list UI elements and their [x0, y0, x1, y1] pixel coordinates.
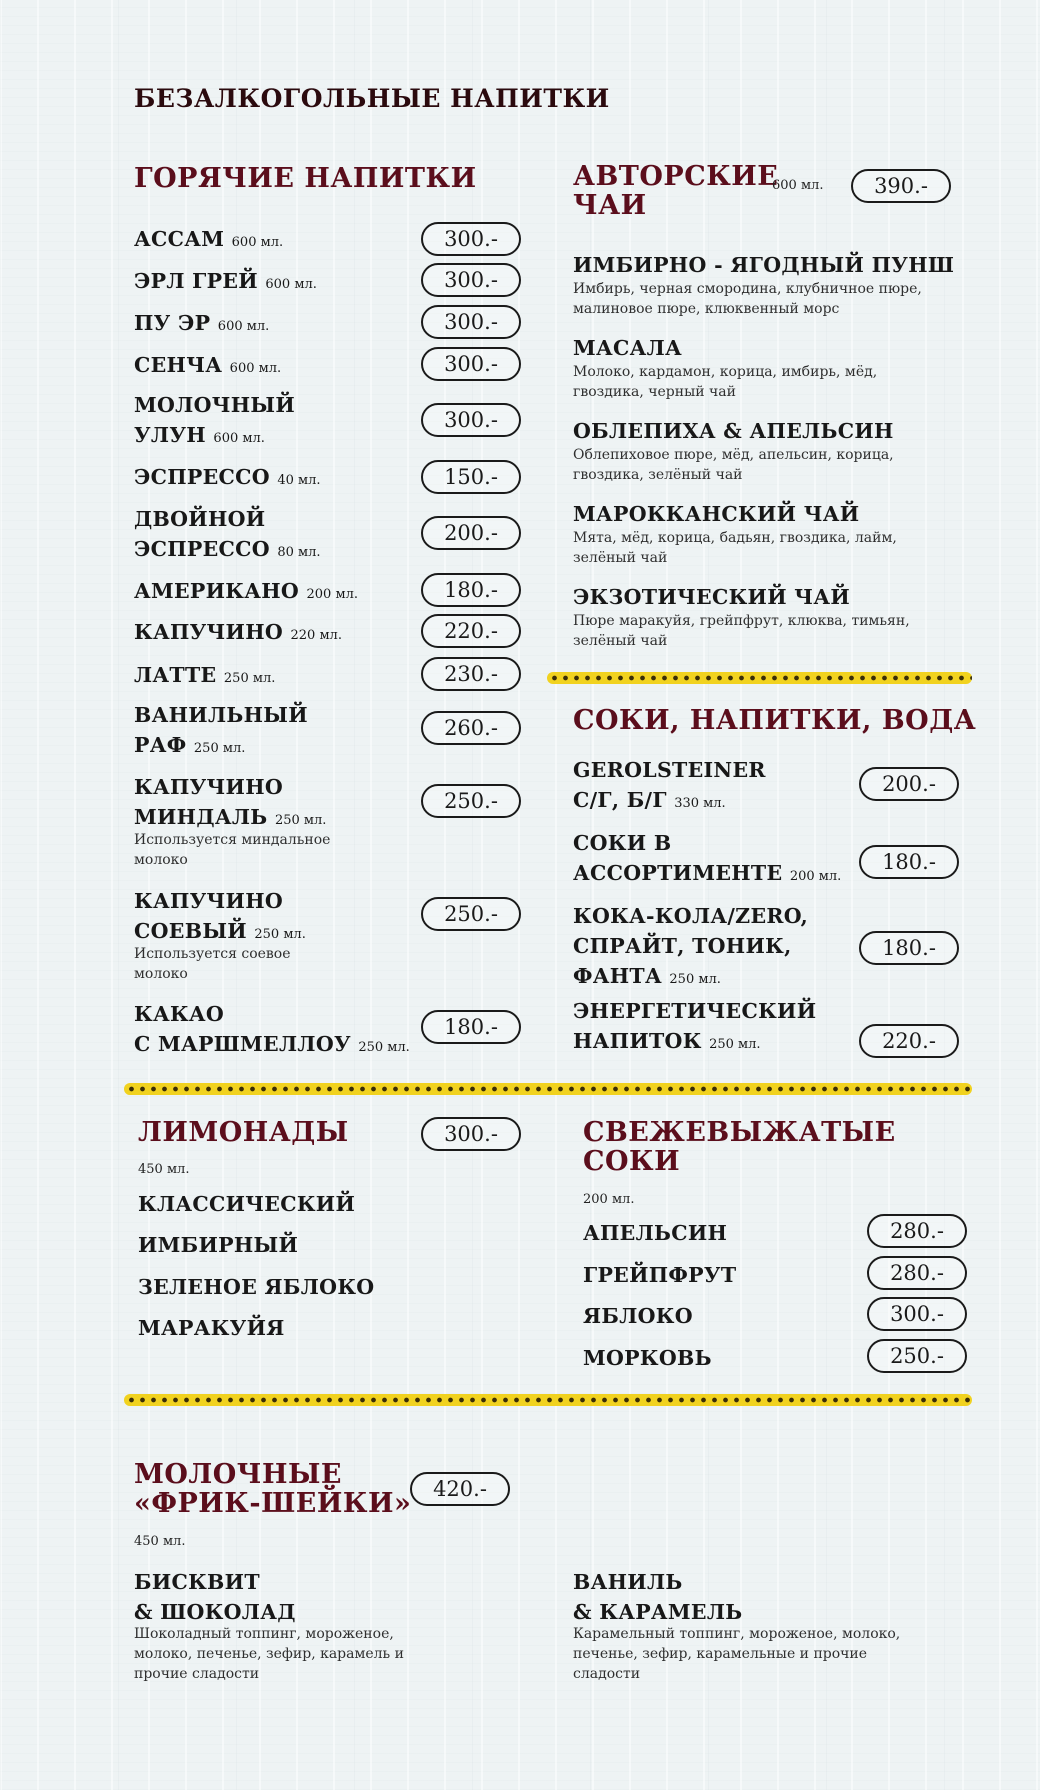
price-tag: 300.- — [421, 403, 521, 437]
price-tag: 420.- — [410, 1472, 510, 1506]
tea-item-moroccan: МАРОККАНСКИЙ ЧАЙ — [573, 502, 860, 526]
drink-item-gerolsteiner — [573, 755, 766, 819]
tea-item-ginger-berry-punch: ИМБИРНО - ЯГОДНЫЙ ПУНШ — [573, 253, 955, 277]
dotted-divider — [124, 1394, 972, 1406]
item-name: КАПУЧИНО — [134, 889, 284, 913]
item-volume: 600 мл. — [213, 431, 265, 446]
item-description: Молоко, кардамон, корица, имбирь, мёд, гвоздика, черный чай — [573, 364, 878, 400]
price-tag: 300.- — [421, 347, 521, 381]
item-volume: 40 мл. — [277, 473, 321, 488]
price-tag: 280.- — [867, 1256, 967, 1290]
price-tag: 300.- — [867, 1297, 967, 1331]
price-tag: 390.- — [851, 169, 951, 203]
drink-item-energy — [573, 996, 816, 1060]
price-tag: 180.- — [421, 1010, 521, 1044]
fresh-item-orange: АПЕЛЬСИН — [583, 1221, 728, 1245]
lemonade-item-ginger: ИМБИРНЫЙ — [138, 1233, 299, 1257]
lemonade-item-green-apple: ЗЕЛЕНОЕ ЯБЛОКО — [138, 1275, 375, 1299]
item-name: СЕНЧА — [134, 353, 223, 377]
price-tag: 260.- — [421, 711, 521, 745]
item-name: БИСКВИТ — [134, 1570, 260, 1594]
dotted-divider — [547, 672, 972, 684]
item-name: КАПУЧИНО — [134, 775, 284, 799]
item-name: ЭРЛ ГРЕЙ — [134, 269, 258, 293]
item-volume: 600 мл. — [229, 361, 282, 376]
lemonade-item-classic: КЛАССИЧЕСКИЙ — [138, 1192, 356, 1216]
item-name: ЭНЕРГЕТИЧЕСКИЙ — [573, 999, 817, 1023]
menu-item-double-espresso — [134, 504, 321, 568]
section-volume: 450 мл. — [134, 1534, 186, 1549]
menu-item-cocoa-marshmallow — [134, 999, 410, 1063]
item-name: АССАМ — [134, 227, 225, 251]
item-volume: 600 мл. — [265, 277, 317, 292]
price-tag: 220.- — [859, 1024, 959, 1058]
drink-item-sodas — [573, 901, 808, 995]
item-volume: 250 мл. — [274, 813, 327, 828]
item-name-line2: СОЕВЫЙ — [134, 919, 247, 943]
dotted-divider — [124, 1083, 972, 1095]
section-volume: 200 мл. — [583, 1192, 635, 1207]
fresh-item-grapefruit: ГРЕЙПФРУТ — [583, 1263, 737, 1287]
item-description: Используется миндальное молоко — [134, 832, 331, 868]
tea-item-exotic: ЭКЗОТИЧЕСКИЙ ЧАЙ — [573, 585, 850, 609]
item-name-line2: СПРАЙТ, ТОНИК, — [573, 934, 792, 958]
item-name-line2: ЭСПРЕССО — [134, 537, 270, 561]
menu-item-cappuccino — [134, 617, 342, 651]
item-volume: 600 мл. — [217, 319, 270, 334]
hot-drinks-heading: ГОРЯЧИЕ НАПИТКИ — [134, 163, 477, 194]
author-teas-heading: АВТОРСКИЕ ЧАИ — [573, 161, 779, 221]
menu-item-milk-oolong — [134, 390, 295, 454]
menu-item-americano — [134, 576, 358, 610]
item-name-line2: РАФ — [134, 733, 187, 757]
item-volume: 250 мл. — [193, 741, 246, 756]
price-tag: 180.- — [859, 931, 959, 965]
item-volume: 200 мл. — [789, 869, 842, 884]
item-name-line2: С МАРШМЕЛЛОУ — [134, 1032, 351, 1056]
price-tag: 150.- — [421, 460, 521, 494]
item-name: ЛАТТЕ — [134, 663, 217, 687]
item-name: КОКА-КОЛА/ZERO, — [573, 904, 809, 928]
tea-item-masala: МАСАЛА — [573, 336, 683, 360]
menu-item-puer — [134, 308, 269, 342]
item-volume: 200 мл. — [306, 587, 358, 602]
item-name: СОКИ В — [573, 831, 672, 855]
section-volume: 600 мл. — [772, 178, 824, 193]
tea-item-sea-buckthorn-orange: ОБЛЕПИХА & АПЕЛЬСИН — [573, 419, 894, 443]
price-tag: 180.- — [859, 845, 959, 879]
item-name-line3: ФАНТА — [573, 964, 662, 988]
item-volume: 250 мл. — [223, 671, 276, 686]
item-name: КАПУЧИНО — [134, 620, 284, 644]
item-name: МОЛОЧНЫЙ — [134, 393, 296, 417]
item-name: ПУ ЭР — [134, 311, 211, 335]
price-tag: 300.- — [421, 263, 521, 297]
price-tag: 300.- — [421, 1117, 521, 1151]
shake-item-vanilla-caramel — [573, 1567, 742, 1627]
menu-item-cappuccino-soy — [134, 886, 306, 950]
menu-item-sencha — [134, 350, 281, 384]
item-volume: 600 мл. — [231, 235, 284, 250]
price-tag: 300.- — [421, 222, 521, 256]
price-tag: 250.- — [421, 784, 521, 818]
price-tag: 280.- — [867, 1214, 967, 1248]
item-name-line2: & ШОКОЛАД — [134, 1600, 296, 1624]
fresh-item-carrot: МОРКОВЬ — [583, 1346, 712, 1370]
price-tag: 300.- — [421, 305, 521, 339]
item-volume: 220 мл. — [290, 628, 342, 643]
juices-heading: СОКИ, НАПИТКИ, ВОДА — [573, 705, 977, 736]
item-name: АМЕРИКАНО — [134, 579, 300, 603]
item-name-line2: УЛУН — [134, 423, 206, 447]
price-tag: 250.- — [421, 897, 521, 931]
milkshakes-heading: МОЛОЧНЫЕ «ФРИК-ШЕЙКИ» — [134, 1459, 412, 1519]
item-name-line2: МИНДАЛЬ — [134, 805, 268, 829]
item-volume: 250 мл. — [254, 927, 306, 942]
item-volume: 250 мл. — [358, 1040, 410, 1055]
item-description: Облепиховое пюре, мёд, апельсин, корица, гвоздика, зелёный чай — [573, 447, 894, 483]
item-volume: 250 мл. — [709, 1037, 761, 1052]
item-description: Карамельный топпинг, мороженое, молоко, печенье, зефир, карамельные и прочие сладости — [573, 1626, 901, 1682]
item-name-line2: & КАРАМЕЛЬ — [573, 1600, 743, 1624]
item-name: ДВОЙНОЙ — [134, 507, 266, 531]
item-volume: 250 мл. — [669, 972, 721, 987]
item-volume: 80 мл. — [277, 545, 321, 560]
price-tag: 220.- — [421, 614, 521, 648]
fresh-item-apple: ЯБЛОКО — [583, 1304, 693, 1328]
item-name: ЭСПРЕССО — [134, 465, 270, 489]
section-volume: 450 мл. — [138, 1162, 190, 1177]
menu-item-espresso — [134, 462, 321, 496]
item-name: ВАНИЛЬ — [573, 1570, 683, 1594]
menu-item-vanilla-raf — [134, 700, 308, 764]
price-tag: 250.- — [867, 1339, 967, 1373]
item-name-line2: АССОРТИМЕНТЕ — [573, 861, 783, 885]
price-tag: 200.- — [859, 767, 959, 801]
price-tag: 200.- — [421, 516, 521, 550]
price-tag: 230.- — [421, 657, 521, 691]
item-name-line2: НАПИТОК — [573, 1029, 702, 1053]
fresh-juices-heading: СВЕЖЕВЫЖАТЫЕ СОКИ — [583, 1117, 896, 1177]
item-name: КАКАО — [134, 1002, 225, 1026]
item-name: GEROLSTEINER — [573, 758, 766, 782]
drink-item-juices-assorted — [573, 828, 841, 892]
item-volume: 330 мл. — [674, 796, 726, 811]
item-description: Имбирь, черная смородина, клубничное пюре, малиновое пюре, клюквенный морс — [573, 281, 922, 317]
menu-item-latte — [134, 660, 275, 694]
lemonades-heading: ЛИМОНАДЫ — [138, 1117, 349, 1148]
item-name-line2: С/Г, Б/Г — [573, 788, 667, 812]
shake-item-biscuit-chocolate — [134, 1567, 296, 1627]
menu-item-assam — [134, 224, 283, 258]
price-tag: 180.- — [421, 573, 521, 607]
menu-item-earl-grey — [134, 266, 317, 300]
menu-item-cappuccino-almond — [134, 772, 326, 836]
item-description: Шоколадный топпинг, мороженое, молоко, печенье, зефир, карамель и прочие сладости — [134, 1626, 404, 1682]
page-title: БЕЗАЛКОГОЛЬНЫЕ НАПИТКИ — [134, 84, 610, 113]
item-name: ВАНИЛЬНЫЙ — [134, 703, 308, 727]
item-description: Мята, мёд, корица, бадьян, гвоздика, лайм, зелёный чай — [573, 530, 897, 566]
item-description: Пюре маракуйя, грейпфрут, клюква, тимьян, зелёный чай — [573, 613, 910, 649]
item-description: Используется соевое молоко — [134, 946, 291, 982]
lemonade-item-passion-fruit: МАРАКУЙЯ — [138, 1316, 285, 1340]
